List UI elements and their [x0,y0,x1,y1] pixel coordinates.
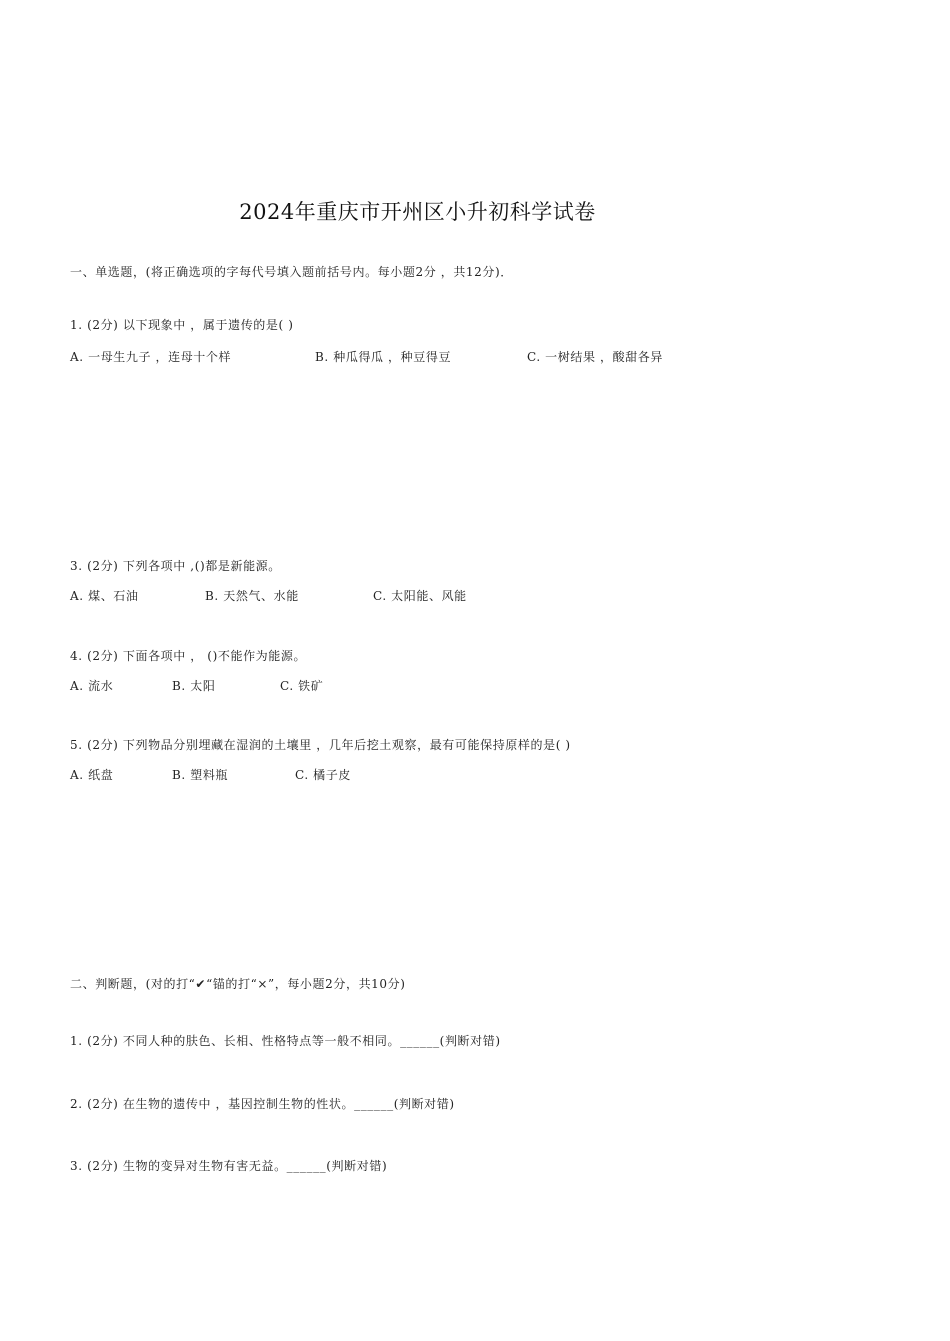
question-1-3-option-b: B. 天然气、水能 [205,589,299,603]
section-1-heading: 一、单选题，(将正确选项的字每代号填入题前括号内。每小题2分 ，共12分)． [70,265,513,279]
question-1-1-option-c: C. 一树结果 ，酸甜各异 [527,350,663,364]
question-1-3-option-a: A. 煤、石油 [70,589,139,603]
question-1-4: 4. (2分) 下面各项中 ， ()不能作为能源。 [70,649,307,663]
question-1-5-option-b: B. 塑料瓶 [172,768,229,782]
question-2-3: 3. (2分) 生物的变异对生物有害无益。______(判断对错) [70,1159,388,1173]
question-2-1: 1. (2分) 不同人种的肤色、长相、性格特点等一般不相同。______(判断对错) [70,1034,501,1048]
question-1-1-option-b: B. 种瓜得瓜 ，种豆得豆 [315,350,452,364]
question-1-3-option-c: C. 太阳能、风能 [373,589,467,603]
question-1-3: 3. (2分) 下列各项中 ,()都是新能源。 [70,559,281,573]
page-title: 2024年重庆市开州区小升初科学试卷 [239,200,596,224]
question-1-1-option-a: A. 一母生九子 ，连母十个样 [70,350,232,364]
question-1-5-option-a: A. 纸盘 [70,768,114,782]
section-2-heading: 二、判断题，(对的打“✔“锚的打“×”，每小题2分，共10分) [70,977,406,991]
question-1-5-option-c: C. 橘子皮 [295,768,351,782]
question-1-1: 1. (2分) 以下现象中 ，属于遗传的是( ) [70,318,294,332]
question-1-4-option-c: C. 铁矿 [280,679,324,693]
question-1-4-option-a: A. 流水 [70,679,114,693]
question-1-4-option-b: B. 太阳 [172,679,216,693]
question-2-2: 2. (2分) 在生物的遗传中 ，基因控制生物的性状。______(判断对错) [70,1097,455,1111]
question-1-5: 5. (2分) 下列物品分别埋藏在湿润的土壤里 ，几年后挖土观察，最有可能保持原样的是( ) [70,738,571,752]
